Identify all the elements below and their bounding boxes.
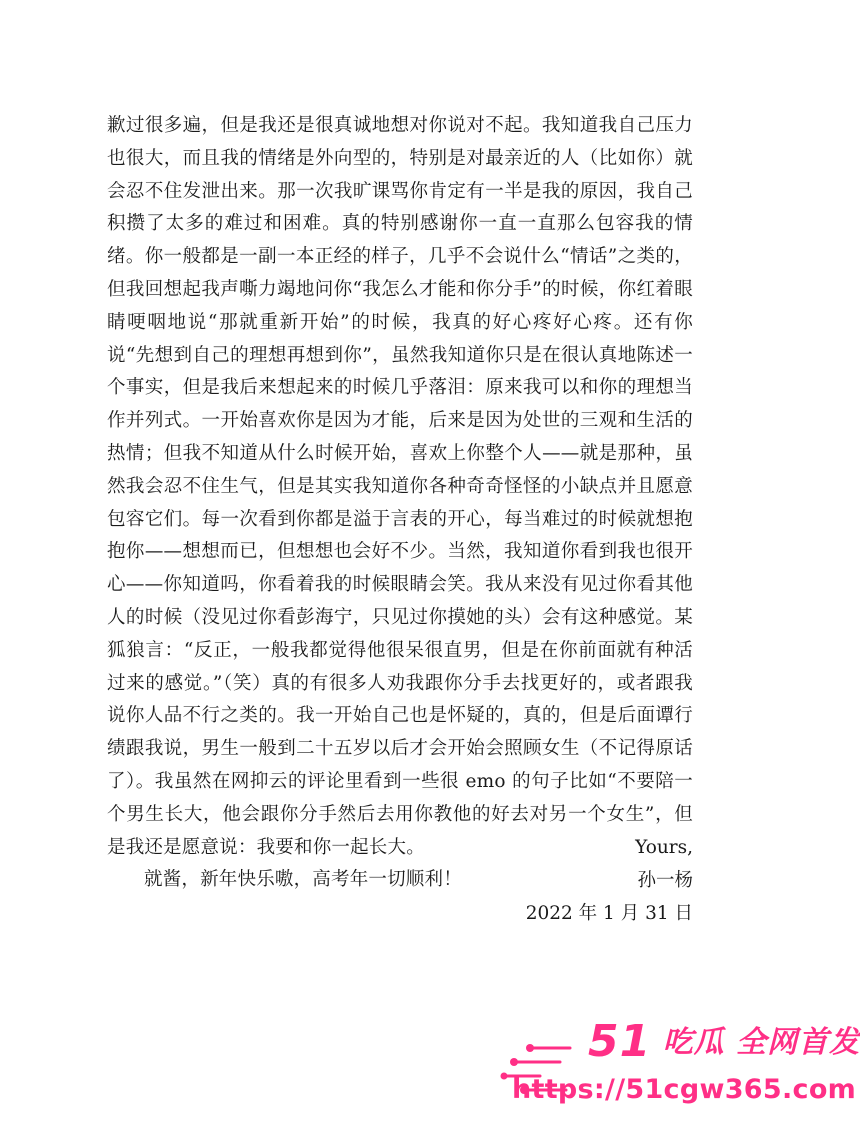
letter-closing-block xyxy=(526,832,693,930)
watermark-title xyxy=(588,1016,860,1067)
closing-salutation: Yours, xyxy=(635,837,693,858)
letter-date: 2022 年 1 月 31 日 xyxy=(525,902,693,924)
watermark-url: https://51cgw365.com xyxy=(512,1074,857,1105)
watermark-number: 51 xyxy=(588,1016,652,1067)
watermark-text: 吃瓜 全网首发 xyxy=(662,1025,860,1060)
signature-name: 孙一杨 xyxy=(637,869,693,891)
letter-paragraph-2: 就酱，新年快乐嗷，高考年一切顺利！ xyxy=(144,869,462,891)
letter-paragraph-1: 歉过很多遍，但是我还是很真诚地想对你说对不起。我知道我自己压力也很大，而且我的情绪是外向型的，特别是对最亲近的人（比如你）就会忍不住发泄出来。那一次我旷课骂你肯定有一半是我的原因，我自己积攒了太多的难过和困难。真的特别感谢你一直一直那么包容我的情绪。你一般都是一副一本正经的样子，几乎不会说什么“情话”之类的，但我回想起我声嘶力竭地问你“我怎么才能和你分手”的时候，你红着眼睛哽咽地说“那就重新开始”的时候，我真的好心疼好心疼。还有你说“先想到自己的理想再想到你”，虽然我知道你只是在很认真地陈述一个事实，但是我后来想起来的时候几乎落泪：原来我可以和你的理想当作并列式。一开始喜欢你是因为才能，后来是因为处世的三观和生活的热情；但我不知道从什么时候开始，喜欢上你整个人——就是那种，虽然我会忍不住生气，但是其实我知道你各种奇奇怪怪的小缺点并且愿意包容它们。每一次看到你都是溢于言表的开心，每当难过的时候就想抱抱你——想想而已，但想想也会好不少。当然，我知道你看到我也很开心——你知道吗，你看着我的时候眼睛会笑。我从来没有见过你看其他人的时候（没见过你看彭海宁，只见过你摸她的头）会有这种感觉。某狐狼言：“反正，一般我都觉得他很呆很直男，但是在你前面就有种活过来的感觉。”（笑）真的有很多人劝我跟你分手去找更好的，或者跟我说你人品不行之类的。我一开始自己也是怀疑的，真的，但是后面谭行绩跟我说，男生一般到二十五岁以后才会开始会照顾女生（不记得原话了）。我虽然在网抑云的评论里看到一些很 emo 的句子比如“不要陪一个男生长大，他会跟你分手然后去用你教他的好去对另一个女生”，但是我还是愿意说：我要和你一起长大。 xyxy=(107,115,693,858)
letter-body xyxy=(107,110,693,897)
site-watermark xyxy=(500,1010,860,1130)
